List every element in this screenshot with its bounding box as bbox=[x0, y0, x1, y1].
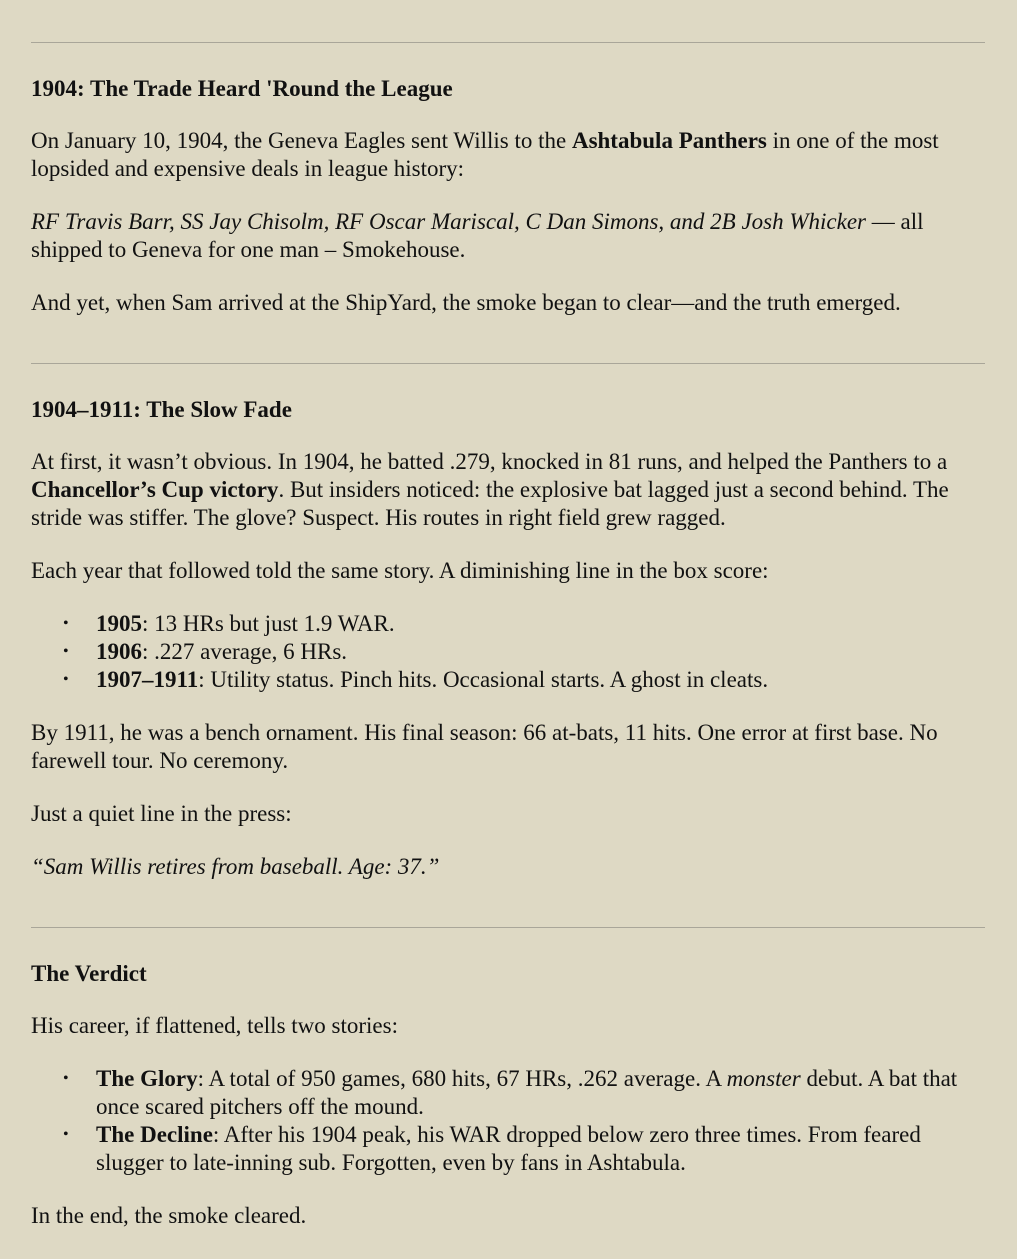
verdict-intro-paragraph: His career, if flattened, tells two stories: bbox=[31, 1013, 398, 1038]
first-season-text-end: . But insiders noticed: the explosive bat lagged just a second behind. The stride was stiffer. The glove? Suspect. His routes in right field grew ragged. bbox=[31, 477, 949, 530]
list-item bbox=[96, 1065, 985, 1121]
verdict-text: debut. A bat that once scared pitchers off the mound. bbox=[96, 1066, 958, 1119]
season-year: 1907–1911 bbox=[96, 667, 199, 692]
first-season-paragraph bbox=[31, 448, 985, 532]
trade-paragraph bbox=[31, 127, 985, 183]
section-heading-trade: 1904: The Trade Heard 'Round the League bbox=[31, 76, 453, 101]
section-heading-verdict: The Verdict bbox=[31, 961, 147, 986]
players-paragraph bbox=[31, 208, 985, 264]
verdict-label: The Glory bbox=[96, 1066, 198, 1091]
list-item bbox=[96, 638, 985, 666]
verdict-text: : After his 1904 peak, his WAR dropped below zero three times. From feared slugger to late-inning sub. Forgotten, even by fans in Ashtabula. bbox=[96, 1122, 921, 1175]
season-year: 1905 bbox=[96, 611, 142, 636]
season-year: 1906 bbox=[96, 639, 142, 664]
arrival-paragraph: And yet, when Sam arrived at the ShipYard, the smoke began to clear—and the truth emerged. bbox=[31, 290, 901, 315]
decline-intro-paragraph: Each year that followed told the same story. A diminishing line in the box score: bbox=[31, 558, 769, 583]
team-name: Ashtabula Panthers bbox=[571, 128, 767, 153]
season-stats: : Utility status. Pinch hits. Occasional starts. A ghost in cleats. bbox=[198, 667, 769, 692]
press-quote bbox=[31, 853, 985, 881]
list-item bbox=[96, 610, 985, 638]
season-list bbox=[31, 610, 985, 694]
trade-text-start: On January 10, 1904, the Geneva Eagles sent Willis to the bbox=[31, 128, 572, 153]
article bbox=[31, 0, 985, 1230]
players-rest: — all shipped to Geneva for one man – Smokehouse. bbox=[31, 209, 924, 262]
verdict-label: The Decline bbox=[96, 1122, 213, 1147]
first-season-text-start: At first, it wasn’t obvious. In 1904, he batted .279, knocked in 81 runs, and helped the Panthers to a bbox=[31, 449, 948, 474]
players-list: RF Travis Barr, SS Jay Chisolm, RF Oscar Mariscal, C Dan Simons, and 2B Josh Whicker bbox=[31, 209, 866, 234]
press-quote-text: “Sam Willis retires from baseball. Age: 37.” bbox=[31, 854, 440, 879]
final-season-paragraph: By 1911, he was a bench ornament. His final season: 66 at-bats, 11 hits. One error at first base. No farewell tour. No ceremony. bbox=[31, 720, 938, 773]
press-intro-paragraph: Just a quiet line in the press: bbox=[31, 801, 292, 826]
list-item bbox=[96, 1121, 985, 1177]
divider bbox=[31, 363, 985, 364]
season-stats: : .227 average, 6 HRs. bbox=[142, 639, 348, 664]
list-item bbox=[96, 666, 985, 694]
verdict-list bbox=[31, 1065, 985, 1177]
divider bbox=[31, 42, 985, 43]
cup-name: Chancellor’s Cup victory bbox=[31, 477, 279, 502]
verdict-emphasis: monster bbox=[726, 1066, 801, 1091]
section-heading-fade: 1904–1911: The Slow Fade bbox=[31, 397, 292, 422]
trade-text-end: in one of the most lopsided and expensive deals in league history: bbox=[31, 128, 939, 181]
season-stats: : 13 HRs but just 1.9 WAR. bbox=[142, 611, 395, 636]
verdict-text: : A total of 950 games, 680 hits, 67 HRs, .262 average. A bbox=[197, 1066, 727, 1091]
divider bbox=[31, 927, 985, 928]
closing-paragraph: In the end, the smoke cleared. bbox=[31, 1203, 307, 1228]
